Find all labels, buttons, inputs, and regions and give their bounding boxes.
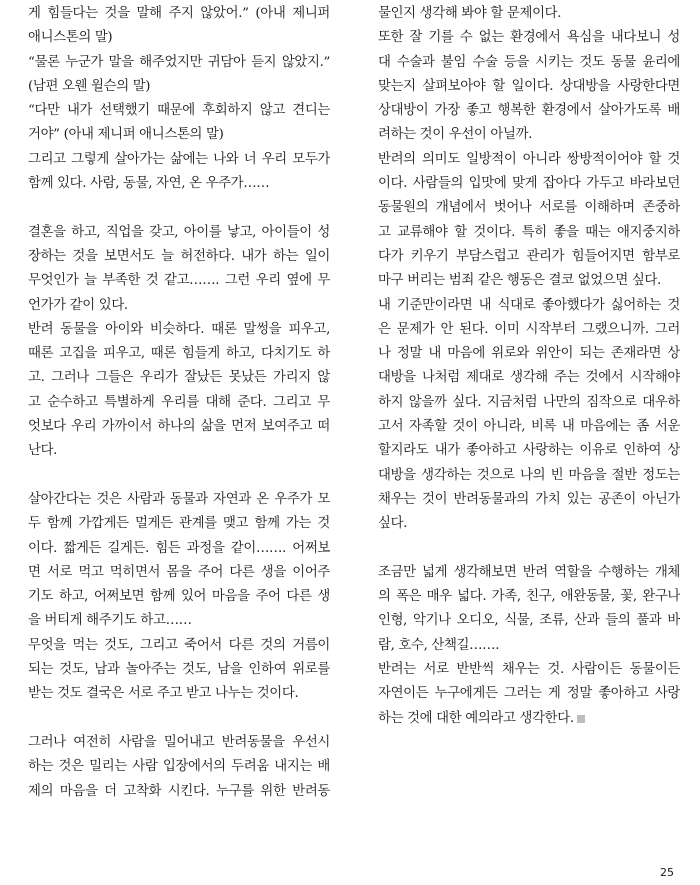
text-line: 반려 동물을 아이와 비슷하다. 때론 말썽을 피우고, [28,321,330,337]
text-line: 마구 버리는 범죄 같은 행동은 결코 없었으면 싶다. [378,273,661,289]
text-line: 또한 잘 기를 수 없는 환경에서 욕심을 내다보니 성 [378,30,680,46]
right-column [378,2,680,731]
text-line: 두 함께 가깝게든 멀게든 관계를 맺고 함께 가는 것 [28,516,330,532]
text-line: 하는 것에 대한 예의라고 생각한다. [378,707,680,731]
text-line: “물론 누군가 말을 해주었지만 귀담아 듣지 않았지.” [28,54,330,70]
text-line [28,707,330,731]
text-line: 의 폭은 매우 넓다. 가족, 친구, 애완동물, 꽃, 완구나 [378,589,680,605]
text-line: 할지라도 내가 좋아하고 사랑하는 이유로 인하여 상 [378,443,680,459]
text-line: 장하는 것을 보면서도 늘 허전하다. 내가 하는 일이 [28,248,330,264]
text-line: 함께 있다. 사람, 동물, 자연, 온 우주가…… [28,176,270,192]
text-line: 그리고 그렇게 살아가는 삶에는 나와 너 우리 모두가 [28,151,330,167]
text-line [28,196,330,220]
text-line: 조금만 넓게 생각해보면 반려 역할을 수행하는 개체 [378,564,680,580]
text-line [378,537,680,561]
text-line: 고서 자족할 것이 아니라, 비록 내 마음에는 좀 서운 [378,419,680,435]
text-line: 자연이든 누구에게든 그러는 게 정말 좋아하고 사랑 [378,686,680,702]
text-line: 엇보다 우리 가까이서 하나의 삶을 먼저 보여주고 떠 [28,419,330,435]
text-line: 그러나 여전히 사람을 밀어내고 반려동물을 우선시 [28,734,330,750]
text-line: 물인지 생각해 봐야 할 문제이다. [378,6,562,21]
text-line: 고 순수하고 특별하게 우리를 대해 준다. 그리고 무 [28,394,330,410]
text-line: 맞는지 살펴보아야 할 일이다. 상대방을 사랑한다면 [378,78,680,94]
text-line: 면 서로 먹고 먹히면서 몸을 주어 다른 생을 이어주 [28,564,330,580]
left-column [28,2,330,804]
text-line: 채우는 것이 반려동물과의 가치 있는 공존이 아닌가 [378,491,680,507]
text-line: 게 힘들다는 것을 말해 주지 않았어.” (아내 제니퍼 [28,6,330,21]
text-line: 기도 하고, 어쩌보면 함께 있어 마음을 주어 다른 생 [28,589,330,605]
text-line: 대 수술과 불임 수술 등을 시키는 것도 동물 윤리에 [378,54,680,70]
text-line: 애니스톤의 말) [28,30,113,46]
text-line: 무엇인가 늘 부족한 것 같고……. 그런 우리 옆에 무 [28,273,330,289]
text-line: 은 문제가 안 된다. 이미 시작부터 그랬으니까. 그러 [378,321,680,337]
text-line: 난다. [28,443,58,459]
text-line: 살아간다는 것은 사람과 동물과 자연과 온 우주가 모 [28,491,330,507]
text-line: 하는 것은 밀리는 사람 입장에서의 두려움 내지는 배 [28,759,330,775]
text-line: 내 기준만이라면 내 식대로 좋아했다가 싫어하는 것 [378,297,680,313]
text-line: 받는 것도 결국은 서로 주고 받고 나누는 것이다. [28,686,299,702]
text-line: 다가 키우기 부담스럽고 관리가 힘들어지면 함부로 [378,248,680,264]
text-line: 대방을 나처럼 제대로 생각해 주는 것에서 시작해야 [378,370,680,386]
text-line: 동물원의 개념에서 벗어나 서로를 이해하며 존중하 [378,200,680,216]
text-line: 대방을 생각하는 것으로 나의 빈 마음을 절반 정도는 [378,467,680,483]
text-line: 싶다. [378,516,408,532]
text-line: 고. 그러나 그들은 우리가 잘났든 못났든 가리지 않 [28,370,330,386]
text-line: 이다. 짧게든 길게든. 힘든 과정을 같이……. 어쩌보 [28,540,330,556]
text-line: 제의 마음을 더 고착화 시킨다. 누구를 위한 반려동 [28,783,330,799]
text-line: 하지 않을까 싶다. 지금처럼 나만의 짐작으로 대우하 [378,394,680,410]
text-line: 나 정말 내 마음에 위로와 위안이 되는 존재라면 상 [378,346,680,362]
text-line: 결혼을 하고, 직업을 갖고, 아이를 낳고, 아이들이 성 [28,224,330,240]
text-line: 때론 고집을 피우고, 때론 힘들게 하고, 다치기도 하 [28,346,330,362]
end-of-article-mark-icon [577,715,585,723]
text-line: 반려의 의미도 일방적이 아니라 쌍방적이어야 할 것 [378,151,680,167]
text-line: 상대방이 가장 좋고 행복한 환경에서 살아가도록 배 [378,103,680,119]
text-line: 반려는 서로 반반씩 채우는 것. 사람이든 동물이든 [378,662,680,678]
page-number: 25 [660,866,674,879]
text-line: (남편 오웬 윌슨의 말) [28,78,151,94]
text-line: 람, 호수, 산책길……. [378,637,500,653]
text-line: 을 버티게 해주기도 하고…… [28,613,192,629]
text-line: “다만 내가 선택했기 때문에 후회하지 않고 견디는 [28,103,330,119]
text-line: 이다. 사람들의 입맛에 맞게 잡아다 가두고 바라보던 [378,176,680,192]
text-line: 언가가 같이 있다. [28,297,128,313]
text-line: 무엇을 먹는 것도, 그리고 죽어서 다른 것의 거름이 [28,637,330,653]
text-line [28,464,330,488]
text-line: 되는 것도, 남과 놀아주는 것도, 남을 인하여 위로를 [28,662,330,678]
text-line: 려하는 것이 우선이 아닐까. [378,127,533,143]
text-line: 고 교류해야 할 것이다. 특히 좋을 때는 애지중지하 [378,224,680,240]
text-line: 거야” (아내 제니퍼 애니스톤의 말) [28,127,224,143]
text-line: 인형, 악기나 오디오, 식물, 조류, 산과 들의 풀과 바 [378,613,680,629]
